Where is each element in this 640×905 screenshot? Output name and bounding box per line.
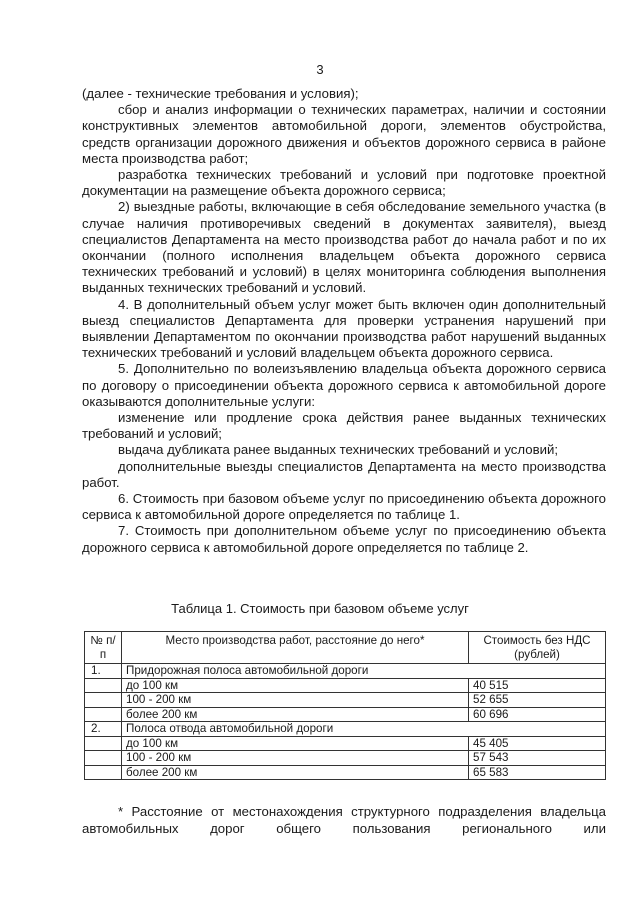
distance-cell: до 100 км (122, 736, 469, 751)
document-body (82, 86, 606, 556)
paragraph: 6. Стоимость при базовом объеме услуг по присоединению объекта дорожного сервиса к автомобильной дороге определяется по таблице 1. (82, 491, 606, 523)
price-cell: 60 696 (469, 707, 606, 722)
group-number: 2. (85, 722, 122, 737)
table-row (85, 736, 606, 751)
paragraph: 5. Дополнительно по волеизъявлению владельца объекта дорожного сервиса по договору о присоединении объекта дорожного сервиса к автомобильной дороге оказываются дополнительные услуги: (82, 361, 606, 409)
footnote-text: * Расстояние от местонахождения структурного подразделения владельца автомобильных дорог общего пользования регионального или (82, 804, 606, 836)
paragraph: 2) выездные работы, включающие в себя обследование земельного участка (в случае наличия противоречивых сведений в документах заявителя), выезд специалистов Департамента на место производства работ до начала работ и по их окончании (полного исполнения владельцем объекта дорожного сервиса технических требований и условий) в целях мониторинга соблюдения выполнения выданных технических требований и условий. (82, 199, 606, 296)
table-row (85, 765, 606, 780)
price-cell: 52 655 (469, 693, 606, 708)
table-group-row (85, 722, 606, 737)
header-price: Стоимость без НДС (рублей) (469, 632, 606, 664)
paragraph: дополнительные выезды специалистов Департамента на место производства работ. (82, 458, 606, 490)
paragraph: 4. В дополнительный объем услуг может быть включен один дополнительный выезд специалистов Департамента для проверки устранения нарушений при выявлении Департаментом по окончании производства работ нарушений выданных технических требований и условий владельцем объекта дорожного сервиса. (82, 296, 606, 361)
paragraph: 7. Стоимость при дополнительном объеме услуг по присоединению объекта дорожного сервиса к автомобильной дороге определяется по таблице 2. (82, 523, 606, 555)
paragraph: выдача дубликата ранее выданных технических требований и условий; (118, 442, 558, 458)
price-cell: 40 515 (469, 678, 606, 693)
price-cell: 65 583 (469, 765, 606, 780)
paragraph: изменение или продление срока действия ранее выданных технических требований и условий; (82, 410, 606, 442)
table-row (85, 693, 606, 708)
distance-cell: более 200 км (122, 707, 469, 722)
paragraph: сбор и анализ информации о технических параметрах, наличии и состоянии конструктивных элементов автомобильной дороги, элементов обустройства, средств организации дорожного движения и объектов дорожного сервиса в районе места производства работ; (82, 102, 606, 166)
table-caption: Таблица 1. Стоимость при базовом объеме услуг (171, 601, 469, 616)
group-number: 1. (85, 664, 122, 679)
paragraph: разработка технических требований и условий при подготовке проектной документации на размещение объекта дорожного сервиса; (82, 167, 606, 199)
table-header-row (85, 632, 606, 664)
group-title: Полоса отвода автомобильной дороги (122, 722, 606, 737)
distance-cell: до 100 км (122, 678, 469, 693)
price-cell: 45 405 (469, 736, 606, 751)
price-cell: 57 543 (469, 751, 606, 766)
table-row (85, 678, 606, 693)
distance-cell: 100 - 200 км (122, 751, 469, 766)
group-title: Придорожная полоса автомобильной дороги (122, 664, 606, 679)
footnote (82, 803, 606, 837)
table-row (85, 707, 606, 722)
paragraph: (далее - технические требования и условия); (82, 86, 359, 101)
header-number: № п/п (85, 632, 122, 664)
distance-cell: более 200 км (122, 765, 469, 780)
price-table (84, 631, 606, 780)
table-row (85, 751, 606, 766)
header-place: Место производства работ, расстояние до него* (122, 632, 469, 664)
page-number: 3 (316, 62, 324, 77)
table-group-row (85, 664, 606, 679)
distance-cell: 100 - 200 км (122, 693, 469, 708)
